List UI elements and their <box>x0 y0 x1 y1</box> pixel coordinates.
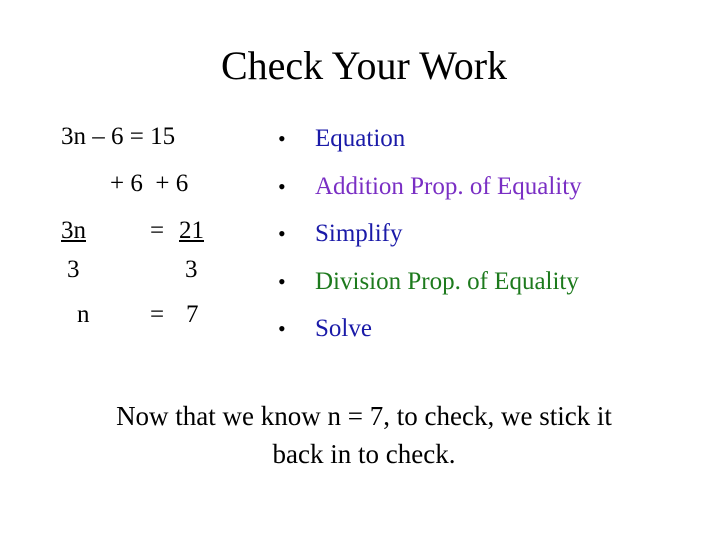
step-item <box>278 217 582 265</box>
equation-line-21: 21 <box>179 217 204 244</box>
bullet-icon: • <box>278 316 286 341</box>
footer-line-1: Now that we know n = 7, to check, we stick it <box>116 401 612 431</box>
equation-line-original: 3n – 6 = 15 <box>61 123 176 150</box>
step-item <box>278 122 582 170</box>
equation-solution-value: 7 <box>186 301 199 328</box>
footer-explanation <box>40 397 688 473</box>
equation-divisor-right: 3 <box>185 256 198 283</box>
step-label: Division Prop. of Equality <box>315 267 579 295</box>
page-title: Check Your Work <box>220 43 508 88</box>
step-item <box>278 170 582 218</box>
step-item <box>278 265 582 313</box>
bullet-icon: • <box>278 268 286 294</box>
step-label: Equation <box>315 125 406 152</box>
step-label: Solve <box>315 315 372 342</box>
bullet-icon: • <box>278 221 286 246</box>
step-list <box>278 122 582 360</box>
bullet-icon: • <box>278 173 286 199</box>
equation-solution-equals: = <box>150 301 165 328</box>
step-label: Addition Prop. of Equality <box>315 172 582 200</box>
equation-divisor-left: 3 <box>67 256 80 283</box>
step-label: Simplify <box>315 220 403 247</box>
equation-line-3n: 3n <box>61 217 86 244</box>
equation-solution-variable: n <box>77 301 90 328</box>
bullet-icon: • <box>278 126 286 151</box>
equation-line-add-six: + 6 + 6 <box>110 170 189 197</box>
footer-line-2: back in to check. <box>272 439 456 469</box>
step-item <box>278 312 582 360</box>
equation-equals-sign: = <box>150 217 165 244</box>
